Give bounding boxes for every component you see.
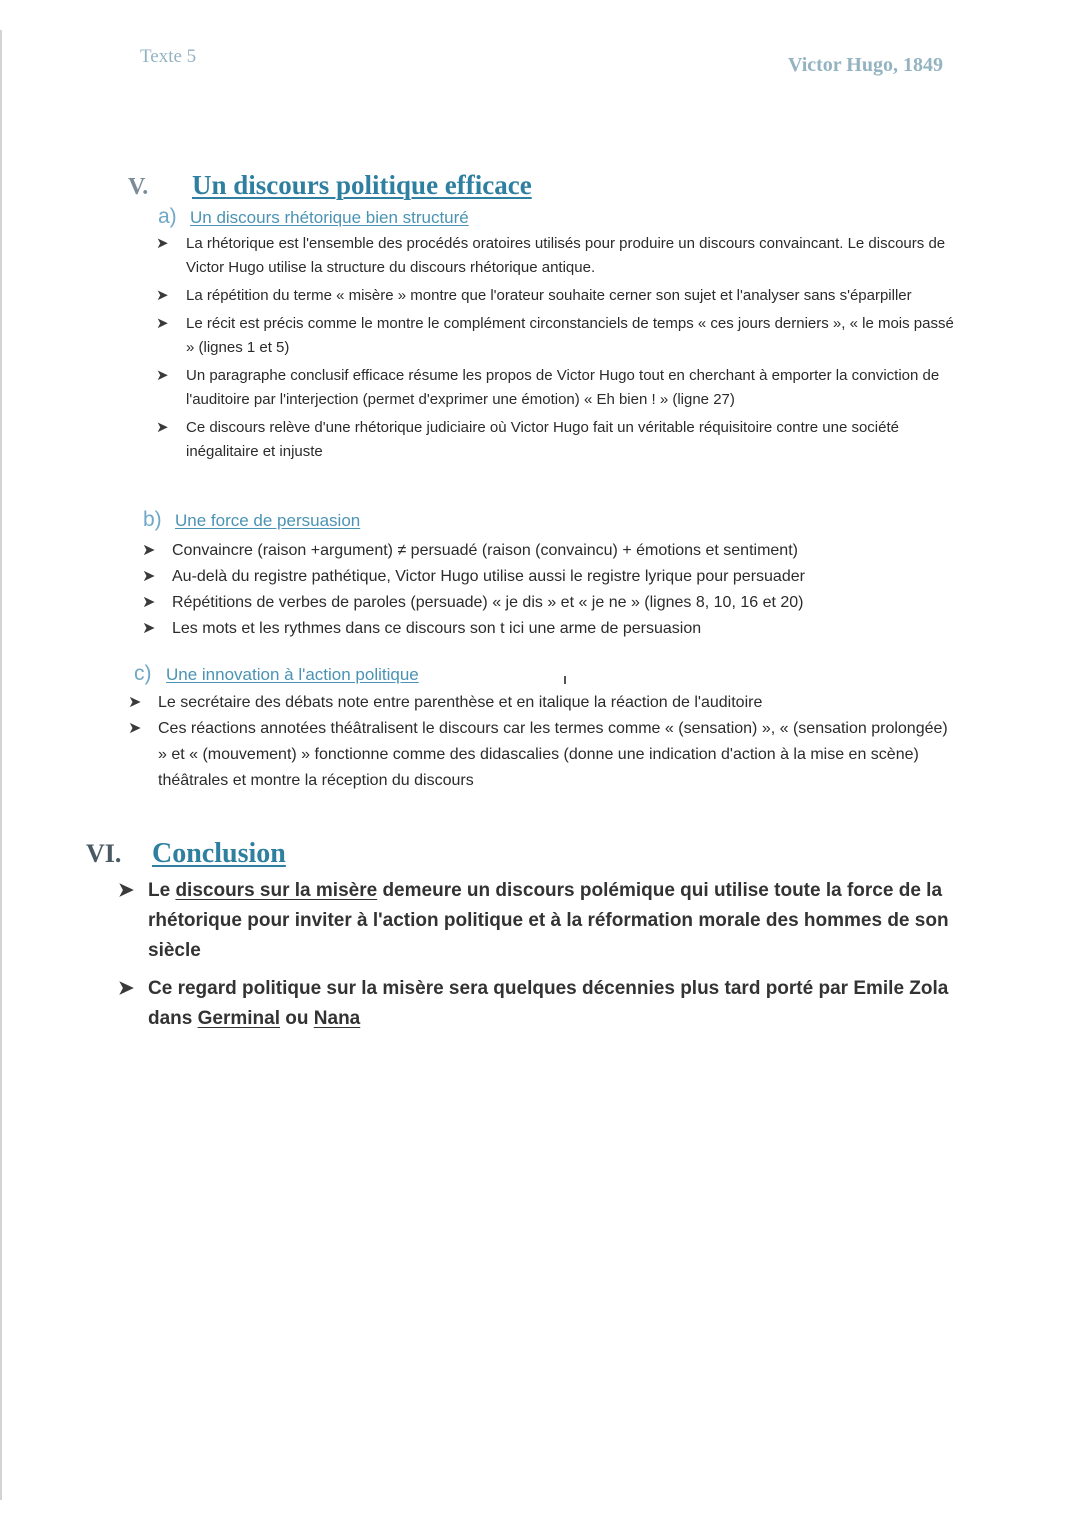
section-6-numeral: VI. xyxy=(86,839,122,868)
list-item-text: Le secrétaire des débats note entre parenthèse et en italique la réaction de l'auditoire xyxy=(158,694,763,711)
subsection-b-heading xyxy=(143,508,360,532)
list-item xyxy=(142,590,922,616)
list-item xyxy=(156,284,966,308)
list-item-text: Au-delà du registre pathétique, Victor Hugo utilise aussi le registre lyrique pour persuader xyxy=(172,568,805,585)
list-item-text: Ces réactions annotées théâtralisent le discours car les termes comme « (sensation) », « (sensation prolongée) » et « (mouvement) » fonctionne comme des didascalies (donne une indication d'action à la mise en scène) théâtrales et montre la réception du discours xyxy=(158,720,948,789)
list-item-text: La répétition du terme « misère » montre que l'orateur souhaite cerner son sujet et l'analyser sans s'éparpiller xyxy=(186,287,912,304)
conclusion-2-mid: ou xyxy=(280,1008,314,1029)
list-item xyxy=(128,716,958,794)
subsection-a-letter: a) xyxy=(158,205,177,228)
work-title-germinal: Germinal xyxy=(197,1008,280,1029)
subsection-c-heading xyxy=(134,662,419,686)
list-item xyxy=(118,876,968,966)
conclusion-list xyxy=(118,876,968,1042)
section-6-heading xyxy=(86,838,286,870)
list-item-text: Convaincre (raison +argument) ≠ persuadé (raison (convaincu) + émotions et sentiment) xyxy=(172,542,798,559)
subsection-c-title: Une innovation à l'action politique xyxy=(166,665,419,684)
arrow-bullet-icon: ➤ xyxy=(118,978,134,999)
conclusion-1-pre: Le xyxy=(148,880,176,901)
list-item xyxy=(142,564,922,590)
list-item xyxy=(156,312,966,360)
arrow-bullet-icon: ➤ xyxy=(156,419,169,436)
arrow-bullet-icon: ➤ xyxy=(142,594,156,611)
list-item xyxy=(156,232,966,280)
arrow-bullet-icon: ➤ xyxy=(156,235,169,252)
list-item xyxy=(118,974,968,1034)
arrow-bullet-icon: ➤ xyxy=(142,620,156,637)
list-item xyxy=(142,616,922,642)
list-item-text: Les mots et les rythmes dans ce discours son t ici une arme de persuasion xyxy=(172,620,702,637)
section-5-numeral: V. xyxy=(128,174,149,200)
section-5-title: Un discours politique efficace xyxy=(192,170,532,200)
list-item-text: Ce discours relève d'une rhétorique judiciaire où Victor Hugo fait un véritable réquisitoire contre une société inégalitaire et injuste xyxy=(186,419,899,460)
list-item xyxy=(156,364,966,412)
list-item-text: Le récit est précis comme le montre le complément circonstanciels de temps « ces jours derniers », « le mois passé » (lignes 1 et 5) xyxy=(186,315,954,356)
stray-mark xyxy=(564,676,566,684)
subsection-c-list xyxy=(128,690,958,794)
page-edge xyxy=(0,30,2,1500)
work-title-discours: discours sur la misère xyxy=(175,880,378,901)
arrow-bullet-icon: ➤ xyxy=(142,568,156,585)
arrow-bullet-icon: ➤ xyxy=(156,367,169,384)
conclusion-1-post: demeure un discours polémique qui utilise toute la force de la rhétorique pour inviter à l'action politique et à la réformation morale des hommes de son siècle xyxy=(148,880,949,961)
list-item xyxy=(142,538,922,564)
arrow-bullet-icon: ➤ xyxy=(118,880,134,901)
arrow-bullet-icon: ➤ xyxy=(156,315,169,332)
arrow-bullet-icon: ➤ xyxy=(128,694,142,711)
list-item-text: Répétitions de verbes de paroles (persuade) « je dis » et « je ne » (lignes 8, 10, 16 et 20) xyxy=(172,594,804,611)
subsection-b-letter: b) xyxy=(143,508,162,531)
subsection-a-list xyxy=(156,232,966,468)
subsection-b-list xyxy=(142,538,922,642)
subsection-a-title: Un discours rhétorique bien structuré xyxy=(190,208,469,227)
arrow-bullet-icon: ➤ xyxy=(128,720,142,737)
work-title-nana: Nana xyxy=(313,1008,361,1029)
list-item-text: La rhétorique est l'ensemble des procédés oratoires utilisés pour produire un discours convaincant. Le discours de Victor Hugo utilise la structure du discours rhétorique antique. xyxy=(186,235,946,276)
conclusion-2-pre: Ce regard politique sur la misère sera quelques décennies plus tard porté par Emile Zola dans xyxy=(148,978,949,1029)
header-author-label: Victor Hugo, 1849 xyxy=(788,54,943,76)
arrow-bullet-icon: ➤ xyxy=(142,542,156,559)
list-item xyxy=(128,690,958,716)
subsection-c-letter: c) xyxy=(134,662,152,685)
header-text-label: Texte 5 xyxy=(140,46,197,67)
subsection-a-heading xyxy=(158,205,469,229)
list-item xyxy=(156,416,966,464)
section-6-title: Conclusion xyxy=(152,838,286,869)
list-item-text: Un paragraphe conclusif efficace résume les propos de Victor Hugo tout en cherchant à emporter la conviction de l'auditoire par l'interjection (permet d'exprimer une émotion) « Eh bien ! » (ligne 27) xyxy=(186,367,940,408)
subsection-b-title: Une force de persuasion xyxy=(175,511,361,530)
arrow-bullet-icon: ➤ xyxy=(156,287,169,304)
section-5-heading xyxy=(128,170,532,201)
